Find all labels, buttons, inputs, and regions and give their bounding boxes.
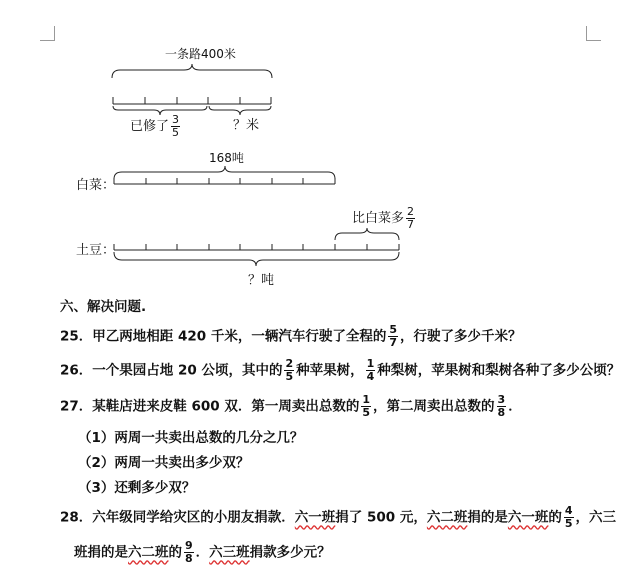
road-total-label: 一条路400米 — [165, 47, 236, 61]
fraction: $\frac{3}{5}$ — [172, 113, 180, 139]
brace-road-total — [112, 64, 272, 78]
road-done-label: 已修了 $\frac{3}{5}$ — [130, 113, 180, 139]
cabbage-label: 白菜： — [76, 178, 116, 193]
road-unknown-label: ？米 — [233, 118, 260, 133]
fraction: $\frac{1}{4}$ — [366, 357, 375, 383]
question-27: 27．某鞋店进来皮鞋 600 双．第一周卖出总数的 $\frac{1}{5}$ ，第二周卖出总数的 $\frac{3}{8}$ ． — [60, 393, 522, 419]
potato-label: 土豆： — [76, 243, 116, 258]
question-25: 25．甲乙两地相距 420 千米，一辆汽车行驶了全程的 $\frac{5}{7}$ ，行驶了多少千米？ — [60, 323, 522, 349]
brace-potato-total — [114, 252, 399, 266]
question-27-sub-3: （3）还剩多少双？ — [78, 480, 196, 496]
fraction: $\frac{1}{5}$ — [362, 393, 371, 419]
question-28: 28．六年级同学给灾区的小朋友捐款．六一班捐了 500 元，六二班捐的是六一班的 $\frac{4}{5}$ ，六三 — [60, 504, 617, 530]
cabbage-total-label: 168吨 — [209, 151, 244, 165]
potato-more-label: 比白菜多 $\frac{2}{7}$ — [352, 205, 415, 231]
fraction: $\frac{9}{8}$ — [185, 539, 193, 565]
question-27-sub-1: （1）两周一共卖出总数的几分之几？ — [78, 430, 304, 446]
fraction: $\frac{3}{8}$ — [497, 393, 506, 419]
fraction: $\frac{2}{7}$ — [407, 205, 415, 231]
cabbage-ticks — [114, 178, 335, 184]
fraction: $\frac{5}{7}$ — [389, 323, 398, 349]
section-title: 六、解决问题. — [60, 299, 147, 315]
fraction: $\frac{2}{5}$ — [285, 357, 294, 383]
question-26: 26．一个果园占地 20 公顷，其中的 $\frac{2}{5}$ 种苹果树， $\frac{1}{4}$ 种梨树，苹果树和梨树各种了多少公顷？ — [60, 357, 621, 383]
question-27-sub-2: （2）两周一共卖出多少双？ — [78, 455, 250, 471]
question-28-line-2: 班捐的是六二班的 $\frac{9}{8}$ ．六三班捐款多少元？ — [74, 539, 331, 565]
brace-road-unknown — [209, 106, 271, 115]
potato-ticks — [114, 244, 399, 250]
brace-cabbage-total — [114, 166, 335, 179]
road-ticks — [113, 97, 271, 104]
potato-unknown-label: ？吨 — [248, 273, 275, 288]
fraction: $\frac{4}{5}$ — [564, 504, 573, 530]
